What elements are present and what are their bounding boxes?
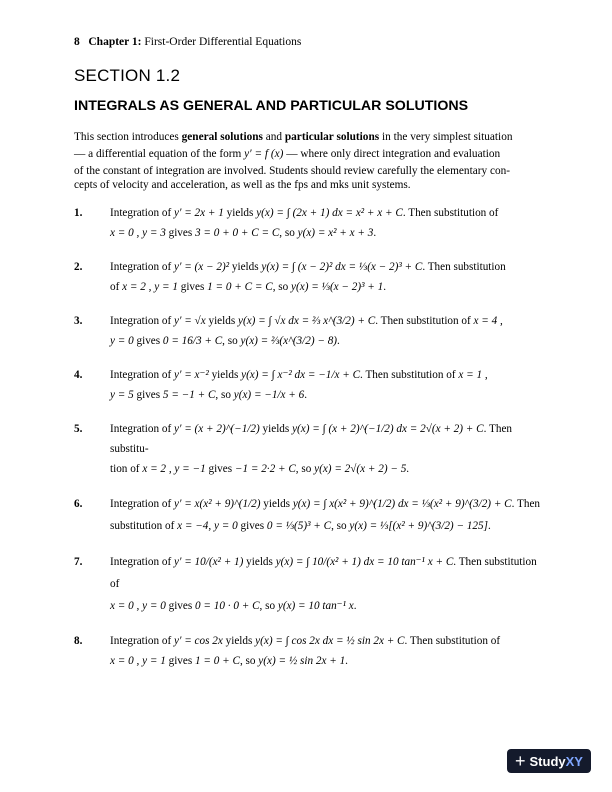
text: , so <box>222 335 241 347</box>
badge-text-accent: XY <box>565 753 583 769</box>
problem-number: 6. <box>74 498 83 510</box>
text: . <box>304 389 308 401</box>
problem-number: 3. <box>74 315 83 327</box>
general-solutions-term: general solutions <box>181 131 263 143</box>
math: y′ = 2x + 1 <box>174 207 224 219</box>
text: , so <box>331 520 350 532</box>
math: x = 4 , <box>473 315 503 327</box>
section-label: SECTION 1.2 <box>74 66 181 85</box>
math: 5 = −1 + C <box>162 389 216 401</box>
math: y(x) = ∫ (x + 2)^(−1/2) dx = 2√(x + 2) + C <box>292 423 484 435</box>
math: 0 = 10 · 0 + C <box>195 600 260 612</box>
math: x = 1 , <box>458 369 488 381</box>
math: x = 0 , y = 1 <box>110 655 166 667</box>
text: Integration of <box>110 423 174 435</box>
math: x = 2 , y = 1 <box>122 281 178 293</box>
intro-paragraph <box>74 130 540 193</box>
text: Integration of <box>110 207 174 219</box>
problem-line <box>110 551 540 595</box>
problem-body <box>110 311 540 351</box>
math: y(x) = ∫ (2x + 1) dx = x² + x + C <box>256 207 403 219</box>
problem-body <box>110 631 540 671</box>
math: y(x) = 10 tan⁻¹ x <box>277 600 354 612</box>
problem-1 <box>74 203 540 243</box>
problem-line <box>110 331 540 351</box>
intro-line-3: of the constant of integration are involved. Students should review carefully the elementary con- <box>74 165 511 178</box>
text: of <box>110 281 123 293</box>
problem-line <box>110 257 540 277</box>
text: yields <box>222 635 256 647</box>
problem-number: 2. <box>74 261 83 273</box>
text: yields <box>243 556 276 568</box>
problem-body <box>110 551 540 617</box>
math: y′ = x⁻² <box>174 369 209 381</box>
problem-number: 1. <box>74 207 83 219</box>
math: y′ = (x − 2)² <box>174 261 230 273</box>
problem-body <box>110 203 540 243</box>
text: , so <box>239 655 259 667</box>
text: . Then substitution of <box>110 556 537 590</box>
problem-line <box>110 385 540 405</box>
text: gives <box>165 600 196 612</box>
intro-line-1 <box>74 130 540 144</box>
text: . Then substitu- <box>110 423 513 455</box>
problem-number: 8. <box>74 635 83 647</box>
text: yields <box>259 423 293 435</box>
problem-line <box>110 203 540 223</box>
intro-text: in the very simplest situation <box>379 131 513 143</box>
text: Integration of <box>110 315 174 327</box>
text: gives <box>133 389 163 401</box>
problem-2 <box>74 257 540 297</box>
text: , so <box>215 389 234 401</box>
math: y(x) = ∫ cos 2x dx = ½ sin 2x + C <box>255 635 405 647</box>
math: y(x) = ∫ √x dx = ⅔ x^(3/2) + C <box>238 315 376 327</box>
intro-text: This section introduces <box>74 131 182 143</box>
math: x = 0 , y = 3 <box>110 227 166 239</box>
text: Integration of <box>110 369 174 381</box>
problem-number: 5. <box>74 423 83 435</box>
intro-text: — a differential equation of the form <box>74 148 245 161</box>
problem-line <box>110 459 540 479</box>
problem-3 <box>74 311 540 351</box>
math: y(x) = x² + x + 3 <box>297 227 374 239</box>
math: y′ = x(x² + 9)^(1/2) <box>174 498 261 510</box>
text: . <box>487 520 491 532</box>
math: 1 = 0 + C <box>195 655 240 667</box>
problem-line <box>110 419 540 459</box>
text: , so <box>279 227 298 239</box>
math: y(x) = ⅓[(x² + 9)^(3/2) − 125] <box>349 520 488 532</box>
text: . Then <box>511 498 541 510</box>
text: Integration of <box>110 635 174 647</box>
problem-line <box>110 365 540 385</box>
text: gives <box>165 655 196 667</box>
text: gives <box>133 335 163 347</box>
problem-6 <box>74 493 540 537</box>
text: gives <box>237 520 267 532</box>
text: yields <box>223 207 257 219</box>
text: gives <box>177 281 208 293</box>
badge-text <box>530 754 583 769</box>
plus-icon: + <box>515 751 526 771</box>
chapter-title: First-Order Differential Equations <box>144 36 302 48</box>
text: . Then substitution of <box>402 207 499 219</box>
text: . <box>345 655 348 667</box>
text: yields <box>260 498 293 510</box>
text: yields <box>205 315 238 327</box>
math: 0 = 16/3 + C <box>162 335 223 347</box>
problem-5 <box>74 419 540 479</box>
problem-line <box>110 515 540 537</box>
text: yields <box>229 261 262 273</box>
intro-text: — where only direct integration and evaluation <box>283 148 501 161</box>
text: . Then substitution of <box>404 635 501 647</box>
math: y(x) = −1/x + 6 <box>233 389 305 401</box>
problem-body <box>110 365 540 405</box>
text: gives <box>205 463 235 475</box>
text: substitution of <box>110 520 178 532</box>
text: yields <box>208 369 242 381</box>
particular-solutions-term: particular solutions <box>284 131 380 143</box>
studyxy-badge[interactable] <box>507 749 591 773</box>
problem-line <box>110 595 540 617</box>
problem-list <box>74 203 540 685</box>
math: x = 0 , y = 0 <box>110 600 166 612</box>
problem-body <box>110 419 540 479</box>
running-header <box>74 36 301 48</box>
text: Integration of <box>110 261 174 273</box>
math: y′ = cos 2x <box>174 635 223 647</box>
text: . Then substitution <box>422 261 506 273</box>
math: y(x) = ½ sin 2x + 1 <box>258 655 346 667</box>
text: . Then substitution of <box>360 369 459 381</box>
intro-line-2 <box>74 144 540 164</box>
math: x = −4, y = 0 <box>177 520 238 532</box>
math: y(x) = ∫ x⁻² dx = −1/x + C <box>241 369 361 381</box>
math: y′ = 10/(x² + 1) <box>174 556 244 568</box>
text: tion of <box>110 463 143 475</box>
math: y(x) = ∫ x(x² + 9)^(1/2) dx = ⅓(x² + 9)^(3/2) + C <box>292 498 512 510</box>
math: y(x) = ⅓(x − 2)³ + 1 <box>291 281 384 293</box>
section-title: INTEGRALS AS GENERAL AND PARTICULAR SOLUTIONS <box>74 98 469 114</box>
chapter-label: Chapter 1: <box>88 36 142 48</box>
equation-form: y′ = f (x) <box>244 148 284 161</box>
problem-line <box>110 223 540 243</box>
text: . <box>406 463 410 475</box>
text: Integration of <box>110 498 174 510</box>
intro-text: and <box>262 131 285 143</box>
problem-line <box>110 651 540 671</box>
problem-line <box>110 311 540 331</box>
math: 1 = 0 + C = C <box>207 281 273 293</box>
problem-line <box>110 277 540 297</box>
text: , so <box>295 463 315 475</box>
text: Integration of <box>110 556 174 568</box>
math: x = 2 , y = −1 <box>142 463 206 475</box>
problem-line <box>110 493 540 515</box>
math: y(x) = ⅔(x^(3/2) − 8) <box>240 335 338 347</box>
text: , so <box>272 281 292 293</box>
text: . <box>383 281 386 293</box>
math: y(x) = ∫ (x − 2)² dx = ⅓(x − 2)³ + C <box>261 261 423 273</box>
badge-text-main: Study <box>529 753 566 769</box>
text: . <box>337 335 340 347</box>
intro-line-4: cepts of velocity and acceleration, as well as the fps and mks unit systems. <box>74 179 411 192</box>
math: y = 5 <box>110 389 134 401</box>
problem-body <box>110 493 540 537</box>
problem-line <box>110 631 540 651</box>
math: y(x) = 2√(x + 2) − 5 <box>314 463 407 475</box>
math: y = 0 <box>110 335 134 347</box>
text: . Then substitution of <box>375 315 474 327</box>
problem-number: 4. <box>74 369 83 381</box>
text: , so <box>259 600 278 612</box>
problem-8 <box>74 631 540 671</box>
math: y′ = √x <box>174 315 206 327</box>
text: gives <box>165 227 196 239</box>
problem-body <box>110 257 540 297</box>
math: −1 = 2·2 + C <box>234 463 296 475</box>
math: 3 = 0 + 0 + C = C <box>195 227 280 239</box>
math: y′ = (x + 2)^(−1/2) <box>174 423 260 435</box>
problem-4 <box>74 365 540 405</box>
math: y(x) = ∫ 10/(x² + 1) dx = 10 tan⁻¹ x + C <box>275 556 454 568</box>
problem-7 <box>74 551 540 617</box>
text: . <box>353 600 357 612</box>
problem-number: 7. <box>74 556 83 568</box>
text: . <box>373 227 377 239</box>
math: 0 = ⅓(5)³ + C <box>266 520 332 532</box>
page-number: 8 <box>74 36 80 48</box>
